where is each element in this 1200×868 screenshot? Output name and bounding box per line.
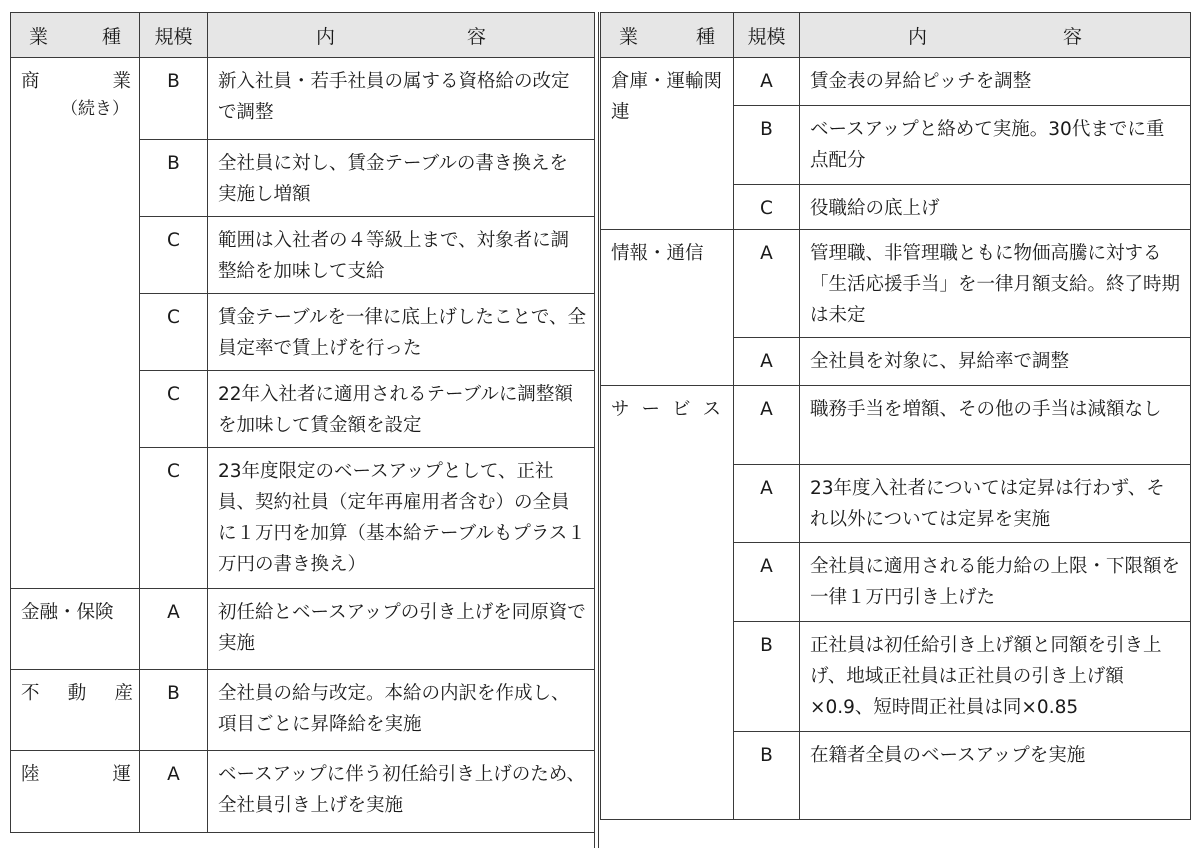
scale-cell: A: [734, 58, 800, 106]
content-cell: 職務手当を増額、その他の手当は減額なし: [800, 386, 1191, 465]
scale-cell: A: [140, 589, 208, 670]
content-cell: 在籍者全員のベースアップを実施: [800, 732, 1191, 820]
header-row: [601, 13, 1191, 58]
industry-cell-rikuun: 陸 運: [11, 751, 140, 833]
scale-cell: B: [140, 670, 208, 751]
scale-cell: C: [734, 185, 800, 230]
content-cell: 全社員の給与改定。本給の内訳を作成し、項目ごとに昇降給を実施: [208, 670, 595, 751]
scale-cell: C: [140, 217, 208, 294]
table-right: [600, 12, 1191, 820]
scale-cell: B: [140, 58, 208, 140]
content-cell: 賃金表の昇給ピッチを調整: [800, 58, 1191, 106]
industry-cell-service: サ ー ビ ス: [601, 386, 734, 820]
content-cell: 全社員に対し、賃金テーブルの書き換えを実施し増額: [208, 140, 595, 217]
scale-cell: B: [734, 622, 800, 732]
content-cell: 範囲は入社者の４等級上まで、対象者に調整給を加味して支給: [208, 217, 595, 294]
industry-cell-fudosan: 不 動 産: [11, 670, 140, 751]
industry-cell-shogyo: 商 業 （続き）: [11, 58, 140, 589]
header-scale: 規模: [734, 13, 800, 58]
scale-cell: A: [140, 751, 208, 833]
scale-cell: A: [734, 230, 800, 338]
content-cell: 全社員に適用される能力給の上限・下限額を一律１万円引き上げた: [800, 543, 1191, 622]
content-cell: ベースアップに伴う初任給引き上げのため、全社員引き上げを実施: [208, 751, 595, 833]
header-row: [11, 13, 595, 58]
table-row: [601, 230, 1191, 338]
content-cell: 管理職、非管理職ともに物価高騰に対する「生活応援手当」を一律月額支給。終了時期は未定: [800, 230, 1191, 338]
scale-cell: C: [140, 371, 208, 448]
scale-cell: B: [140, 140, 208, 217]
content-cell: ベースアップと絡めて実施。30代までに重点配分: [800, 106, 1191, 185]
scale-cell: A: [734, 338, 800, 386]
table-left: [10, 12, 595, 833]
scale-cell: A: [734, 386, 800, 465]
scale-cell: C: [140, 448, 208, 589]
table-row: [601, 386, 1191, 465]
content-cell: 初任給とベースアップの引き上げを同原資で実施: [208, 589, 595, 670]
scale-cell: B: [734, 106, 800, 185]
table-row: [11, 751, 595, 833]
column-divider: [594, 12, 599, 848]
scale-cell: A: [734, 465, 800, 543]
content-cell: 23年度入社者については定昇は行わず、それ以外については定昇を実施: [800, 465, 1191, 543]
table-row: [11, 670, 595, 751]
header-content: 内 容: [208, 13, 595, 58]
content-cell: 役職給の底上げ: [800, 185, 1191, 230]
header-scale: 規模: [140, 13, 208, 58]
content-cell: 全社員を対象に、昇給率で調整: [800, 338, 1191, 386]
industry-cell-kinyu: 金融・保険: [11, 589, 140, 670]
content-cell: 賃金テーブルを一律に底上げしたことで、全員定率で賃上げを行った: [208, 294, 595, 371]
table-row: [601, 58, 1191, 106]
header-industry: 業 種: [11, 13, 140, 58]
content-cell: 22年入社者に適用されるテーブルに調整額を加味して賃金額を設定: [208, 371, 595, 448]
industry-cell-soko: 倉庫・運輸関連: [601, 58, 734, 230]
header-industry: 業 種: [601, 13, 734, 58]
table-row: [11, 58, 595, 140]
content-cell: 新入社員・若手社員の属する資格給の改定で調整: [208, 58, 595, 140]
content-cell: 正社員は初任給引き上げ額と同額を引き上げ、地域正社員は正社員の引き上げ額×0.9、短時間正社員は同×0.85: [800, 622, 1191, 732]
scale-cell: A: [734, 543, 800, 622]
header-content: 内 容: [800, 13, 1191, 58]
industry-sub-label: （続き）: [61, 99, 129, 119]
table-row: [11, 589, 595, 670]
scale-cell: B: [734, 732, 800, 820]
content-cell: 23年度限定のベースアップとして、正社員、契約社員（定年再雇用者含む）の全員に１万円を加算（基本給テーブルもプラス１万円の書き換え）: [208, 448, 595, 589]
industry-cell-joho: 情報・通信: [601, 230, 734, 386]
scale-cell: C: [140, 294, 208, 371]
